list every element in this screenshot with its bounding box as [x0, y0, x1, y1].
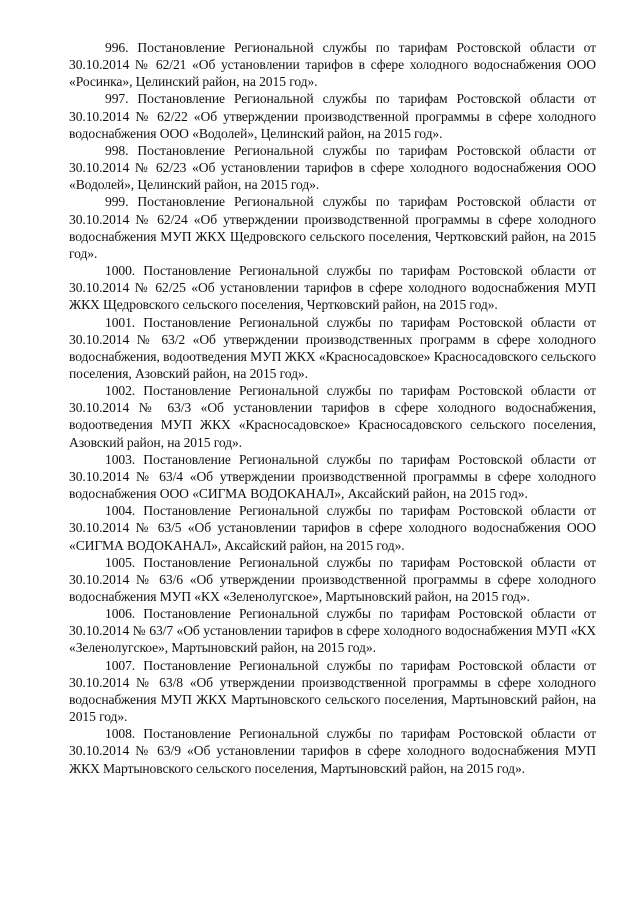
list-item-997: 997. Постановление Региональной службы по тарифам Ростовской области от 30.10.2014 № 62/22 «Об утверждении производственной программы в сфере холодного водоснабжения ООО «Водолей», Целинский район, на 2015 год».	[69, 91, 596, 141]
list-item-1005: 1005. Постановление Региональной службы по тарифам Ростовской области от 30.10.2014 № 63/6 «Об утверждении производственной программы в сфере холодного водоснабжения МУП «КХ «Зеленолугское», Мартыновский район, на 2015 год».	[69, 554, 596, 604]
list-item-1006: 1006. Постановление Региональной службы по тарифам Ростовской области от 30.10.2014 № 63/7 «Об установлении тарифов в сфере холодного водоснабжения МУП «КХ «Зеленолугское», Мартыновский район, на 2015 год».	[69, 606, 596, 656]
list-item-1000: 1000. Постановление Региональной службы по тарифам Ростовской области от 30.10.2014 № 62/25 «Об установлении тарифов в сфере холодного водоснабжения МУП ЖКХ Щедровского сельского поселения, Чертковский район, на 2015 год».	[69, 263, 596, 313]
resolution-list	[69, 39, 596, 777]
list-item-1001: 1001. Постановление Региональной службы по тарифам Ростовской области от 30.10.2014 № 63/2 «Об утверждении производственных программ в сфере холодного водоснабжения, водоотведения МУП ЖКХ «Красносадовское» Красносадовского сельского поселения, Азовский район, на 2015 год».	[69, 314, 596, 381]
list-item-1002: 1002. Постановление Региональной службы по тарифам Ростовской области от 30.10.2014 № 63/3 «Об установлении тарифов в сфере холодного водоснабжения, водоотведения МУП ЖКХ «Красносадовское» Красносадовского сельского поселения, Азовский район, на 2015 год».	[69, 383, 596, 450]
list-item-996: 996. Постановление Региональной службы по тарифам Ростовской области от 30.10.2014 № 62/21 «Об установлении тарифов в сфере холодного водоснабжения ООО «Росинка», Целинский район, на 2015 год».	[69, 40, 596, 90]
list-item-1004: 1004. Постановление Региональной службы по тарифам Ростовской области от 30.10.2014 № 63/5 «Об установлении тарифов в сфере холодного водоснабжения ООО «СИГМА ВОДОКАНАЛ», Аксайский район, на 2015 год».	[69, 503, 596, 553]
list-item-1003: 1003. Постановление Региональной службы по тарифам Ростовской области от 30.10.2014 № 63/4 «Об утверждении производственной программы в сфере холодного водоснабжения ООО «СИГМА ВОДОКАНАЛ», Аксайский район, на 2015 год».	[69, 451, 596, 502]
list-item-1007: 1007. Постановление Региональной службы по тарифам Ростовской области от 30.10.2014 № 63/8 «Об утверждении производственной программы в сфере холодного водоснабжения МУП ЖКХ Мартыновского сельского поселения, Мартыновский район, на 2015 год».	[69, 657, 596, 725]
list-item-998: 998. Постановление Региональной службы по тарифам Ростовской области от 30.10.2014 № 62/23 «Об установлении тарифов в сфере холодного водоснабжения ООО «Водолей», Целинский район, на 2015 год».	[69, 142, 596, 193]
list-item-999: 999. Постановление Региональной службы по тарифам Ростовской области от 30.10.2014 № 62/24 «Об утверждении производственной программы в сфере холодного водоснабжения МУП ЖКХ Щедровского сельского поселения, Чертковский район, на 2015 год».	[69, 194, 596, 261]
list-item-1008: 1008. Постановление Региональной службы по тарифам Ростовской области от 30.10.2014 № 63/9 «Об установлении тарифов в сфере холодного водоснабжения МУП ЖКХ Мартыновского сельского поселения, Мартыновский район, на 2015 год».	[69, 726, 596, 776]
